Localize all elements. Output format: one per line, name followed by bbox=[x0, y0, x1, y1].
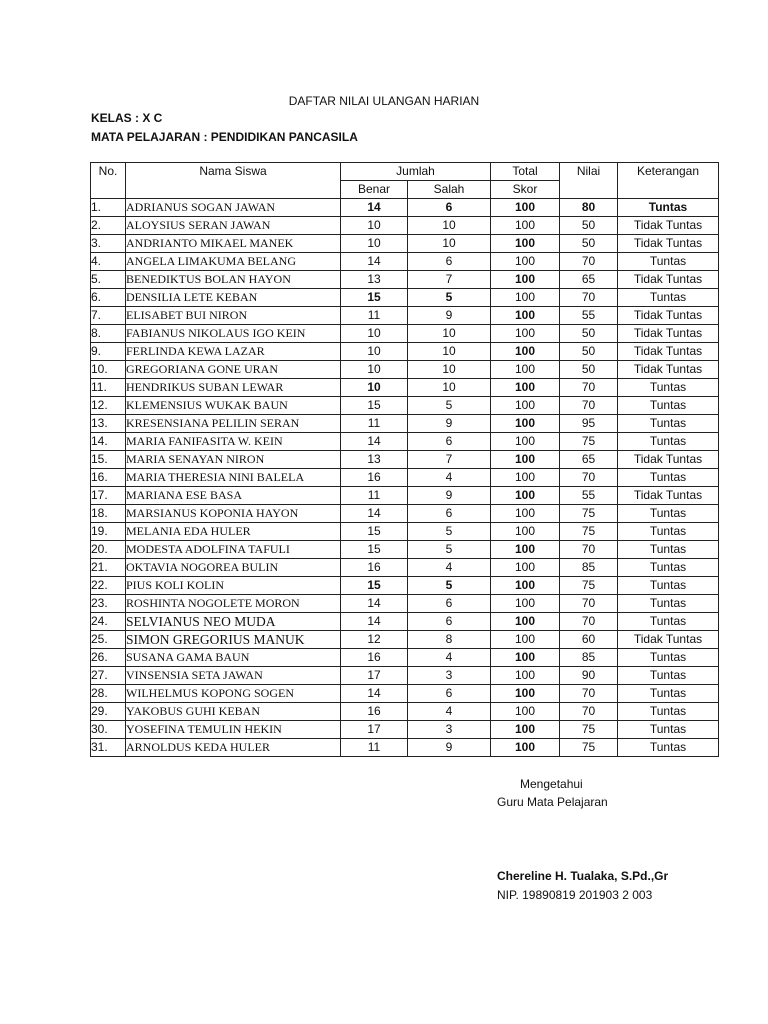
cell-benar: 15 bbox=[341, 541, 408, 559]
cell-no: 20. bbox=[91, 541, 126, 559]
table-row bbox=[91, 379, 719, 397]
subject-line: MATA PELAJARAN : PENDIDIKAN PANCASILA bbox=[91, 130, 358, 144]
cell-salah: 10 bbox=[408, 217, 491, 235]
cell-name: ANDRIANTO MIKAEL MANEK bbox=[126, 235, 341, 253]
cell-salah: 10 bbox=[408, 361, 491, 379]
table-row bbox=[91, 325, 719, 343]
cell-benar: 14 bbox=[341, 199, 408, 217]
table-row bbox=[91, 505, 719, 523]
cell-keterangan: Tuntas bbox=[618, 469, 719, 487]
cell-name: ALOYSIUS SERAN JAWAN bbox=[126, 217, 341, 235]
cell-keterangan: Tuntas bbox=[618, 523, 719, 541]
cell-salah: 9 bbox=[408, 487, 491, 505]
cell-keterangan: Tuntas bbox=[618, 613, 719, 631]
cell-benar: 13 bbox=[341, 451, 408, 469]
cell-nilai: 75 bbox=[560, 739, 618, 757]
cell-benar: 17 bbox=[341, 667, 408, 685]
cell-no: 11. bbox=[91, 379, 126, 397]
cell-no: 5. bbox=[91, 271, 126, 289]
cell-no: 22. bbox=[91, 577, 126, 595]
cell-name: GREGORIANA GONE URAN bbox=[126, 361, 341, 379]
cell-no: 7. bbox=[91, 307, 126, 325]
cell-name: YAKOBUS GUHI KEBAN bbox=[126, 703, 341, 721]
cell-benar: 10 bbox=[341, 361, 408, 379]
cell-name: ROSHINTA NOGOLETE MORON bbox=[126, 595, 341, 613]
cell-total: 100 bbox=[491, 307, 560, 325]
header-skor: Skor bbox=[491, 181, 560, 199]
cell-total: 100 bbox=[491, 451, 560, 469]
cell-total: 100 bbox=[491, 343, 560, 361]
cell-total: 100 bbox=[491, 541, 560, 559]
cell-no: 24. bbox=[91, 613, 126, 631]
cell-no: 4. bbox=[91, 253, 126, 271]
cell-name: MARIA SENAYAN NIRON bbox=[126, 451, 341, 469]
cell-salah: 8 bbox=[408, 631, 491, 649]
cell-name: FERLINDA KEWA LAZAR bbox=[126, 343, 341, 361]
cell-keterangan: Tuntas bbox=[618, 595, 719, 613]
table-row bbox=[91, 649, 719, 667]
cell-benar: 16 bbox=[341, 559, 408, 577]
cell-no: 26. bbox=[91, 649, 126, 667]
table-row bbox=[91, 469, 719, 487]
cell-benar: 14 bbox=[341, 613, 408, 631]
cell-name: OKTAVIA NOGOREA BULIN bbox=[126, 559, 341, 577]
cell-name: MARIANA ESE BASA bbox=[126, 487, 341, 505]
header-benar: Benar bbox=[341, 181, 408, 199]
cell-keterangan: Tidak Tuntas bbox=[618, 631, 719, 649]
cell-nilai: 95 bbox=[560, 415, 618, 433]
cell-benar: 10 bbox=[341, 343, 408, 361]
cell-name: SELVIANUS NEO MUDA bbox=[126, 613, 341, 631]
cell-keterangan: Tidak Tuntas bbox=[618, 343, 719, 361]
header-total: Total bbox=[491, 163, 560, 181]
cell-name: WILHELMUS KOPONG SOGEN bbox=[126, 685, 341, 703]
cell-salah: 9 bbox=[408, 307, 491, 325]
cell-name: FABIANUS NIKOLAUS IGO KEIN bbox=[126, 325, 341, 343]
cell-keterangan: Tuntas bbox=[618, 685, 719, 703]
cell-name: SUSANA GAMA BAUN bbox=[126, 649, 341, 667]
cell-total: 100 bbox=[491, 235, 560, 253]
cell-benar: 10 bbox=[341, 379, 408, 397]
cell-name: ANGELA LIMAKUMA BELANG bbox=[126, 253, 341, 271]
table-row bbox=[91, 685, 719, 703]
cell-total: 100 bbox=[491, 433, 560, 451]
cell-salah: 10 bbox=[408, 343, 491, 361]
cell-name: MARSIANUS KOPONIA HAYON bbox=[126, 505, 341, 523]
table-row bbox=[91, 451, 719, 469]
header-jumlah: Jumlah bbox=[341, 163, 491, 181]
cell-name: ELISABET BUI NIRON bbox=[126, 307, 341, 325]
signature-role: Guru Mata Pelajaran bbox=[497, 795, 608, 809]
cell-total: 100 bbox=[491, 613, 560, 631]
cell-nilai: 70 bbox=[560, 397, 618, 415]
cell-benar: 12 bbox=[341, 631, 408, 649]
cell-salah: 6 bbox=[408, 199, 491, 217]
table-row bbox=[91, 307, 719, 325]
cell-no: 1. bbox=[91, 199, 126, 217]
cell-nilai: 65 bbox=[560, 271, 618, 289]
cell-no: 12. bbox=[91, 397, 126, 415]
cell-no: 10. bbox=[91, 361, 126, 379]
cell-benar: 14 bbox=[341, 595, 408, 613]
cell-nilai: 70 bbox=[560, 595, 618, 613]
cell-benar: 14 bbox=[341, 433, 408, 451]
cell-nilai: 85 bbox=[560, 649, 618, 667]
cell-keterangan: Tuntas bbox=[618, 289, 719, 307]
cell-benar: 11 bbox=[341, 739, 408, 757]
cell-name: MODESTA ADOLFINA TAFULI bbox=[126, 541, 341, 559]
cell-total: 100 bbox=[491, 721, 560, 739]
cell-keterangan: Tuntas bbox=[618, 649, 719, 667]
cell-nilai: 50 bbox=[560, 361, 618, 379]
signature-nip: NIP. 19890819 201903 2 003 bbox=[497, 888, 653, 902]
cell-no: 9. bbox=[91, 343, 126, 361]
cell-salah: 6 bbox=[408, 433, 491, 451]
cell-no: 31. bbox=[91, 739, 126, 757]
cell-keterangan: Tuntas bbox=[618, 415, 719, 433]
cell-nilai: 50 bbox=[560, 325, 618, 343]
cell-nilai: 75 bbox=[560, 505, 618, 523]
cell-total: 100 bbox=[491, 505, 560, 523]
cell-salah: 10 bbox=[408, 325, 491, 343]
cell-salah: 6 bbox=[408, 505, 491, 523]
cell-total: 100 bbox=[491, 253, 560, 271]
cell-no: 21. bbox=[91, 559, 126, 577]
cell-benar: 17 bbox=[341, 721, 408, 739]
cell-salah: 10 bbox=[408, 235, 491, 253]
table-row bbox=[91, 235, 719, 253]
cell-benar: 14 bbox=[341, 685, 408, 703]
cell-benar: 10 bbox=[341, 217, 408, 235]
cell-total: 100 bbox=[491, 271, 560, 289]
cell-name: PIUS KOLI KOLIN bbox=[126, 577, 341, 595]
cell-salah: 3 bbox=[408, 667, 491, 685]
cell-total: 100 bbox=[491, 523, 560, 541]
cell-benar: 15 bbox=[341, 289, 408, 307]
cell-total: 100 bbox=[491, 217, 560, 235]
table-row bbox=[91, 271, 719, 289]
cell-nilai: 70 bbox=[560, 469, 618, 487]
cell-nilai: 65 bbox=[560, 451, 618, 469]
header-salah: Salah bbox=[408, 181, 491, 199]
cell-benar: 15 bbox=[341, 397, 408, 415]
cell-keterangan: Tuntas bbox=[618, 739, 719, 757]
cell-total: 100 bbox=[491, 415, 560, 433]
cell-salah: 5 bbox=[408, 289, 491, 307]
cell-name: KLEMENSIUS WUKAK BAUN bbox=[126, 397, 341, 415]
cell-nilai: 70 bbox=[560, 289, 618, 307]
cell-benar: 16 bbox=[341, 703, 408, 721]
header-nilai: Nilai bbox=[560, 163, 618, 199]
table-row bbox=[91, 739, 719, 757]
table-row bbox=[91, 613, 719, 631]
table-row bbox=[91, 721, 719, 739]
cell-total: 100 bbox=[491, 199, 560, 217]
cell-total: 100 bbox=[491, 631, 560, 649]
header-keterangan: Keterangan bbox=[618, 163, 719, 199]
cell-keterangan: Tuntas bbox=[618, 721, 719, 739]
cell-name: DENSILIA LETE KEBAN bbox=[126, 289, 341, 307]
cell-total: 100 bbox=[491, 325, 560, 343]
cell-keterangan: Tuntas bbox=[618, 559, 719, 577]
table-row bbox=[91, 199, 719, 217]
cell-name: HENDRIKUS SUBAN LEWAR bbox=[126, 379, 341, 397]
table-row bbox=[91, 397, 719, 415]
table-body bbox=[91, 199, 719, 757]
cell-total: 100 bbox=[491, 379, 560, 397]
cell-no: 17. bbox=[91, 487, 126, 505]
cell-nilai: 75 bbox=[560, 721, 618, 739]
cell-nilai: 50 bbox=[560, 217, 618, 235]
cell-no: 28. bbox=[91, 685, 126, 703]
cell-name: ADRIANUS SOGAN JAWAN bbox=[126, 199, 341, 217]
cell-benar: 14 bbox=[341, 505, 408, 523]
table-row bbox=[91, 703, 719, 721]
cell-no: 19. bbox=[91, 523, 126, 541]
cell-total: 100 bbox=[491, 739, 560, 757]
header-name: Nama Siswa bbox=[126, 163, 341, 199]
table-row bbox=[91, 253, 719, 271]
cell-name: VINSENSIA SETA JAWAN bbox=[126, 667, 341, 685]
document-title: DAFTAR NILAI ULANGAN HARIAN bbox=[288, 94, 480, 108]
cell-no: 15. bbox=[91, 451, 126, 469]
cell-no: 30. bbox=[91, 721, 126, 739]
cell-nilai: 75 bbox=[560, 577, 618, 595]
cell-name: ARNOLDUS KEDA HULER bbox=[126, 739, 341, 757]
cell-keterangan: Tuntas bbox=[618, 397, 719, 415]
table-row bbox=[91, 523, 719, 541]
cell-name: MARIA FANIFASITA W. KEIN bbox=[126, 433, 341, 451]
cell-name: MELANIA EDA HULER bbox=[126, 523, 341, 541]
cell-salah: 9 bbox=[408, 415, 491, 433]
table-row bbox=[91, 415, 719, 433]
table-row bbox=[91, 361, 719, 379]
cell-benar: 13 bbox=[341, 271, 408, 289]
cell-no: 29. bbox=[91, 703, 126, 721]
table-row bbox=[91, 487, 719, 505]
cell-no: 8. bbox=[91, 325, 126, 343]
cell-total: 100 bbox=[491, 667, 560, 685]
cell-keterangan: Tidak Tuntas bbox=[618, 217, 719, 235]
cell-name: MARIA THERESIA NINI BALELA bbox=[126, 469, 341, 487]
cell-salah: 6 bbox=[408, 253, 491, 271]
table-row bbox=[91, 577, 719, 595]
cell-keterangan: Tuntas bbox=[618, 667, 719, 685]
cell-keterangan: Tuntas bbox=[618, 253, 719, 271]
cell-keterangan: Tidak Tuntas bbox=[618, 361, 719, 379]
cell-total: 100 bbox=[491, 595, 560, 613]
cell-no: 3. bbox=[91, 235, 126, 253]
grades-table bbox=[90, 162, 719, 757]
cell-nilai: 70 bbox=[560, 703, 618, 721]
cell-keterangan: Tuntas bbox=[618, 703, 719, 721]
cell-nilai: 50 bbox=[560, 235, 618, 253]
cell-keterangan: Tuntas bbox=[618, 379, 719, 397]
cell-no: 27. bbox=[91, 667, 126, 685]
table-row bbox=[91, 343, 719, 361]
cell-salah: 5 bbox=[408, 523, 491, 541]
cell-no: 16. bbox=[91, 469, 126, 487]
cell-salah: 5 bbox=[408, 397, 491, 415]
signature-name: Chereline H. Tualaka, S.Pd.,Gr bbox=[497, 869, 669, 883]
cell-total: 100 bbox=[491, 361, 560, 379]
table-row bbox=[91, 289, 719, 307]
cell-no: 13. bbox=[91, 415, 126, 433]
cell-no: 23. bbox=[91, 595, 126, 613]
cell-benar: 16 bbox=[341, 649, 408, 667]
table-row bbox=[91, 217, 719, 235]
cell-total: 100 bbox=[491, 289, 560, 307]
cell-total: 100 bbox=[491, 577, 560, 595]
cell-keterangan: Tidak Tuntas bbox=[618, 235, 719, 253]
cell-benar: 10 bbox=[341, 325, 408, 343]
cell-nilai: 55 bbox=[560, 487, 618, 505]
cell-benar: 11 bbox=[341, 415, 408, 433]
table-row bbox=[91, 631, 719, 649]
cell-name: YOSEFINA TEMULIN HEKIN bbox=[126, 721, 341, 739]
class-line: KELAS : X C bbox=[91, 111, 163, 125]
cell-keterangan: Tidak Tuntas bbox=[618, 307, 719, 325]
table-row bbox=[91, 667, 719, 685]
cell-name: KRESENSIANA PELILIN SERAN bbox=[126, 415, 341, 433]
cell-nilai: 55 bbox=[560, 307, 618, 325]
cell-benar: 14 bbox=[341, 253, 408, 271]
table-row bbox=[91, 433, 719, 451]
cell-salah: 5 bbox=[408, 541, 491, 559]
cell-salah: 7 bbox=[408, 451, 491, 469]
cell-total: 100 bbox=[491, 559, 560, 577]
cell-total: 100 bbox=[491, 469, 560, 487]
cell-nilai: 90 bbox=[560, 667, 618, 685]
table-row bbox=[91, 595, 719, 613]
cell-salah: 5 bbox=[408, 577, 491, 595]
cell-nilai: 70 bbox=[560, 253, 618, 271]
cell-salah: 9 bbox=[408, 739, 491, 757]
cell-keterangan: Tidak Tuntas bbox=[618, 451, 719, 469]
cell-nilai: 60 bbox=[560, 631, 618, 649]
cell-keterangan: Tidak Tuntas bbox=[618, 487, 719, 505]
cell-benar: 16 bbox=[341, 469, 408, 487]
cell-salah: 6 bbox=[408, 595, 491, 613]
cell-total: 100 bbox=[491, 685, 560, 703]
cell-benar: 11 bbox=[341, 487, 408, 505]
cell-nilai: 70 bbox=[560, 685, 618, 703]
cell-benar: 15 bbox=[341, 523, 408, 541]
cell-nilai: 70 bbox=[560, 613, 618, 631]
cell-total: 100 bbox=[491, 487, 560, 505]
cell-salah: 10 bbox=[408, 379, 491, 397]
table-row bbox=[91, 559, 719, 577]
cell-salah: 3 bbox=[408, 721, 491, 739]
cell-keterangan: Tidak Tuntas bbox=[618, 271, 719, 289]
header-no: No. bbox=[91, 163, 126, 199]
cell-no: 2. bbox=[91, 217, 126, 235]
cell-nilai: 50 bbox=[560, 343, 618, 361]
cell-nilai: 85 bbox=[560, 559, 618, 577]
cell-keterangan: Tidak Tuntas bbox=[618, 325, 719, 343]
cell-total: 100 bbox=[491, 649, 560, 667]
cell-no: 14. bbox=[91, 433, 126, 451]
cell-keterangan: Tuntas bbox=[618, 541, 719, 559]
cell-name: SIMON GREGORIUS MANUK bbox=[126, 631, 341, 649]
cell-nilai: 80 bbox=[560, 199, 618, 217]
cell-total: 100 bbox=[491, 703, 560, 721]
signature-mengetahui: Mengetahui bbox=[520, 777, 583, 791]
cell-salah: 4 bbox=[408, 703, 491, 721]
cell-nilai: 70 bbox=[560, 379, 618, 397]
cell-salah: 6 bbox=[408, 685, 491, 703]
cell-benar: 10 bbox=[341, 235, 408, 253]
cell-salah: 4 bbox=[408, 559, 491, 577]
cell-nilai: 70 bbox=[560, 541, 618, 559]
cell-salah: 4 bbox=[408, 649, 491, 667]
cell-no: 25. bbox=[91, 631, 126, 649]
cell-no: 6. bbox=[91, 289, 126, 307]
cell-benar: 11 bbox=[341, 307, 408, 325]
table-header bbox=[91, 163, 719, 199]
table-row bbox=[91, 541, 719, 559]
cell-no: 18. bbox=[91, 505, 126, 523]
cell-nilai: 75 bbox=[560, 523, 618, 541]
cell-keterangan: Tuntas bbox=[618, 505, 719, 523]
cell-keterangan: Tuntas bbox=[618, 199, 719, 217]
cell-salah: 7 bbox=[408, 271, 491, 289]
cell-benar: 15 bbox=[341, 577, 408, 595]
cell-keterangan: Tuntas bbox=[618, 433, 719, 451]
cell-salah: 6 bbox=[408, 613, 491, 631]
cell-keterangan: Tuntas bbox=[618, 577, 719, 595]
cell-salah: 4 bbox=[408, 469, 491, 487]
cell-total: 100 bbox=[491, 397, 560, 415]
cell-nilai: 75 bbox=[560, 433, 618, 451]
cell-name: BENEDIKTUS BOLAN HAYON bbox=[126, 271, 341, 289]
